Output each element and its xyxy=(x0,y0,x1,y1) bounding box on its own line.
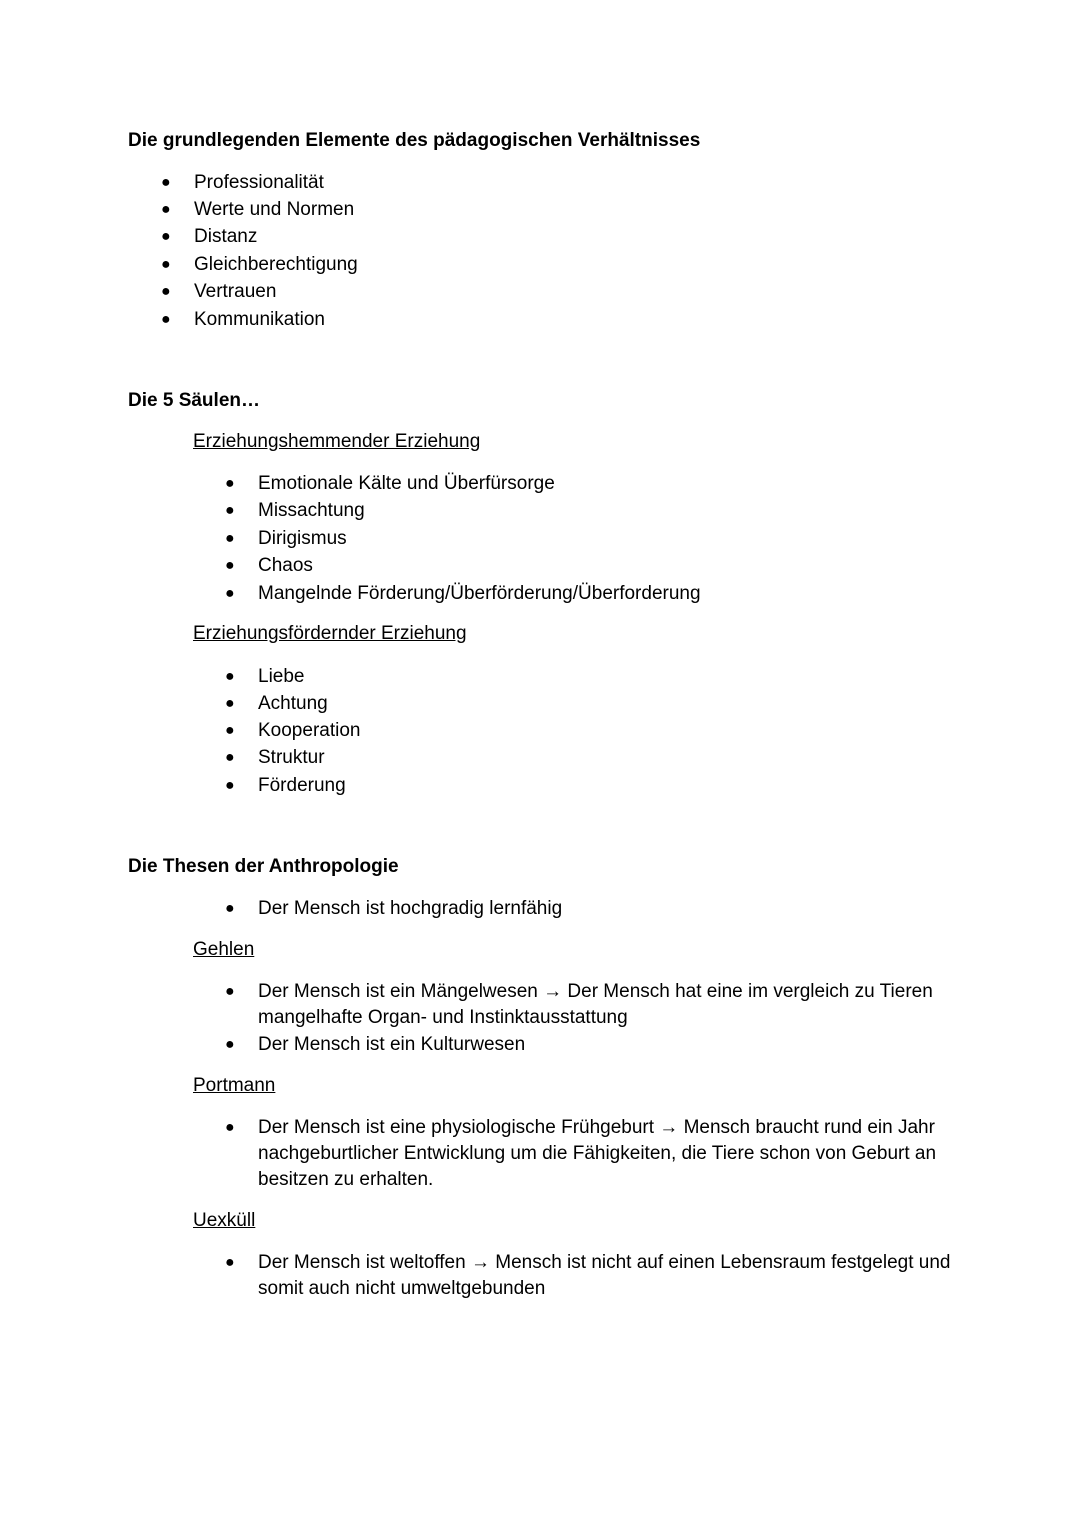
list-item-line: nachgeburtlicher Entwicklung um die Fähigkeiten, die Tiere schon von Geburt an xyxy=(258,1143,937,1164)
subsection-title-portmann: Portmann xyxy=(193,1075,276,1096)
list-item-line: Der Mensch ist ein Kulturwesen xyxy=(258,1034,526,1055)
subsection-title-foerdernd: Erziehungsfördernder Erziehung xyxy=(193,623,467,644)
bullet-icon: ● xyxy=(225,983,235,1000)
list-item: Struktur xyxy=(258,747,325,768)
bullet-icon: ● xyxy=(225,668,235,685)
list-item: Kooperation xyxy=(258,720,361,741)
list-item-line: Der Mensch ist eine physiologische Frühgeburt → Mensch braucht rund ein Jahr xyxy=(258,1117,935,1138)
bullet-icon: ● xyxy=(225,1119,235,1136)
list-item-line: mangelhafte Organ- und Instinktausstattung xyxy=(258,1007,628,1028)
bullet-icon: ● xyxy=(225,1036,235,1053)
bullet-icon: ● xyxy=(225,722,235,739)
list-item: Werte und Normen xyxy=(194,199,355,220)
list-item: Der Mensch ist hochgradig lernfähig xyxy=(258,898,563,919)
bullet-icon: ● xyxy=(161,201,171,218)
bullet-icon: ● xyxy=(225,585,235,602)
bullet-icon: ● xyxy=(225,900,235,917)
bullet-icon: ● xyxy=(161,283,171,300)
bullet-icon: ● xyxy=(225,749,235,766)
list-item-line: Der Mensch ist ein Mängelwesen → Der Mensch hat eine im vergleich zu Tieren xyxy=(258,981,933,1002)
list-item: Förderung xyxy=(258,775,346,796)
list-item-line: Der Mensch ist weltoffen → Mensch ist nicht auf einen Lebensraum festgelegt und xyxy=(258,1252,951,1273)
list-item-line: somit auch nicht umweltgebunden xyxy=(258,1278,546,1299)
bullet-icon: ● xyxy=(161,311,171,328)
list-item: Achtung xyxy=(258,693,328,714)
section-heading-anthropologie: Die Thesen der Anthropologie xyxy=(128,856,399,877)
bullet-icon: ● xyxy=(225,695,235,712)
list-item: Kommunikation xyxy=(194,309,325,330)
section-heading-elements: Die grundlegenden Elemente des pädagogischen Verhältnisses xyxy=(128,130,701,151)
list-item: Liebe xyxy=(258,666,305,687)
subsection-title-hemmend: Erziehungshemmender Erziehung xyxy=(193,431,481,452)
list-item: Mangelnde Förderung/Überförderung/Überforderung xyxy=(258,583,701,604)
bullet-icon: ● xyxy=(225,777,235,794)
list-item-line: besitzen zu erhalten. xyxy=(258,1169,434,1190)
list-item: Professionalität xyxy=(194,172,324,193)
list-item: Distanz xyxy=(194,226,258,247)
bullet-icon: ● xyxy=(225,475,235,492)
bullet-icon: ● xyxy=(225,557,235,574)
bullet-icon: ● xyxy=(161,174,171,191)
list-item: Dirigismus xyxy=(258,528,347,549)
bullet-icon: ● xyxy=(161,228,171,245)
subsection-title-uexkuell: Uexküll xyxy=(193,1210,256,1231)
list-item: Chaos xyxy=(258,555,313,576)
list-item: Missachtung xyxy=(258,500,365,521)
bullet-icon: ● xyxy=(225,530,235,547)
bullet-icon: ● xyxy=(161,256,171,273)
bullet-icon: ● xyxy=(225,502,235,519)
subsection-title-gehlen: Gehlen xyxy=(193,939,255,960)
list-item: Gleichberechtigung xyxy=(194,254,358,275)
bullet-icon: ● xyxy=(225,1254,235,1271)
section-heading-saeulen: Die 5 Säulen… xyxy=(128,390,260,411)
list-item: Vertrauen xyxy=(194,281,277,302)
list-item: Emotionale Kälte und Überfürsorge xyxy=(258,473,555,494)
